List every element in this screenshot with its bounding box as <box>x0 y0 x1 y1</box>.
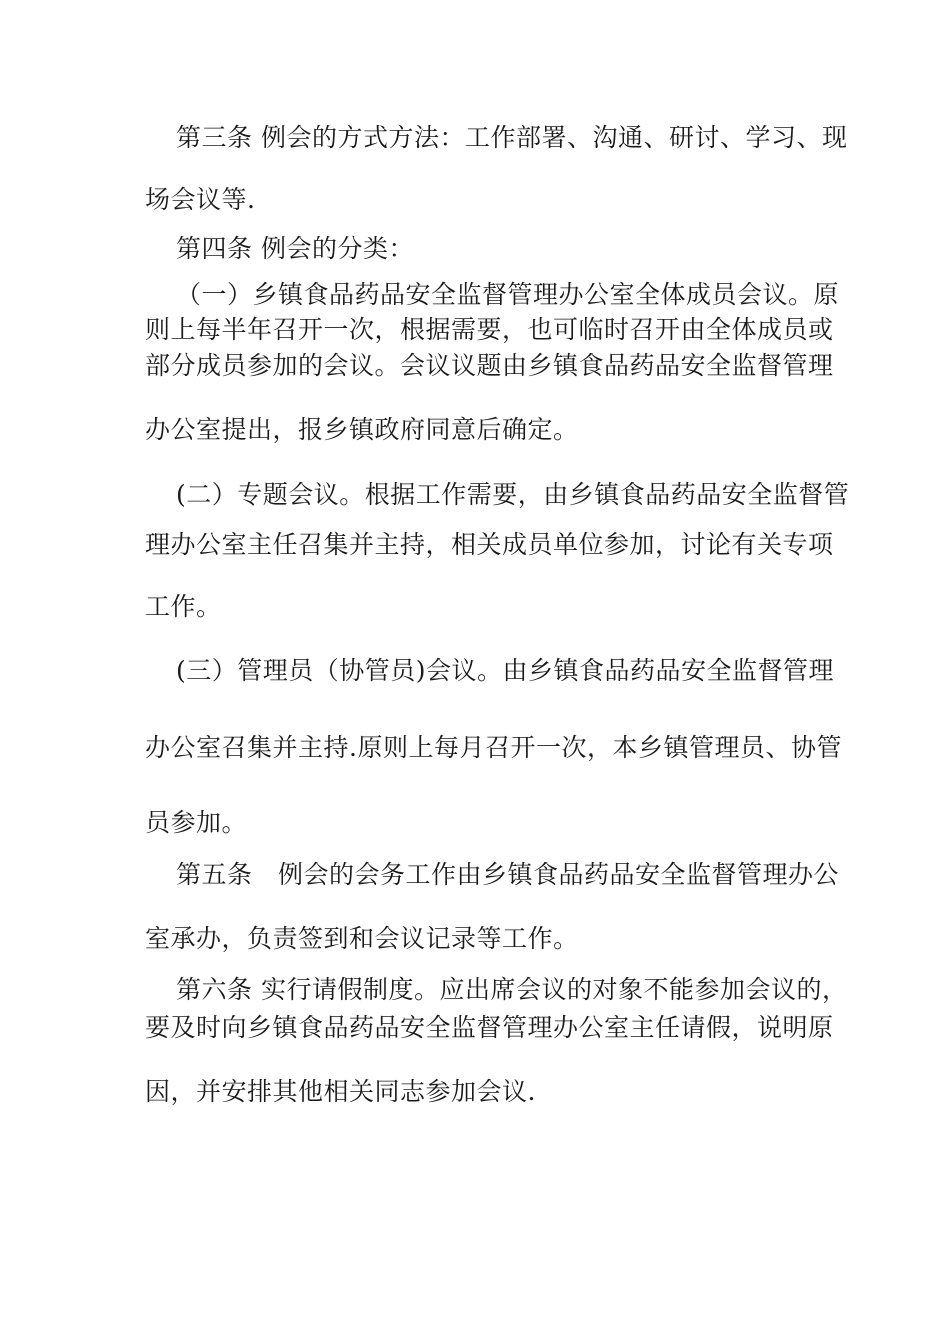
item-3-line-3: 员参加。 <box>145 808 248 837</box>
item-1-line-1: （一）乡镇食品药品安全监督管理办公室全体成员会议。原 <box>176 280 840 309</box>
item-3-line-1: (三）管理员（协管员)会议。由乡镇食品药品安全监督管理 <box>176 656 835 685</box>
item-2-line-3: 工作。 <box>145 592 222 621</box>
item-1-line-3: 部分成员参加的会议。会议议题由乡镇食品药品安全监督管理 <box>145 351 834 380</box>
item-1-line-2: 则上每半年召开一次，根据需要，也可临时召开由全体成员或 <box>145 315 834 344</box>
article-3-line-2: 场会议等. <box>145 185 256 214</box>
article-5-line-1: 第五条 例会的会务工作由乡镇食品药品安全监督管理办公 <box>176 860 840 889</box>
article-6-line-1: 第六条 实行请假制度。应出席会议的对象不能参加会议的， <box>176 975 848 1004</box>
article-3-line-1: 第三条 例会的方式方法：工作部署、沟通、研讨、学习、现 <box>176 123 848 152</box>
article-6-line-2: 要及时向乡镇食品药品安全监督管理办公室主任请假，说明原 <box>145 1013 834 1042</box>
item-2-line-1: (二）专题会议。根据工作需要，由乡镇食品药品安全监督管 <box>176 480 850 509</box>
article-6-line-3: 因，并安排其他相关同志参加会议. <box>145 1077 536 1106</box>
item-3-line-2: 办公室召集并主持.原则上每月召开一次，本乡镇管理员、协管 <box>145 733 842 762</box>
item-2-line-2: 理办公室主任召集并主持，相关成员单位参加，讨论有关专项 <box>145 530 834 559</box>
item-1-line-4: 办公室提出，报乡镇政府同意后确定。 <box>145 415 579 444</box>
article-5-line-2: 室承办，负责签到和会议记录等工作。 <box>145 924 579 953</box>
article-4-heading: 第四条 例会的分类： <box>176 234 414 263</box>
